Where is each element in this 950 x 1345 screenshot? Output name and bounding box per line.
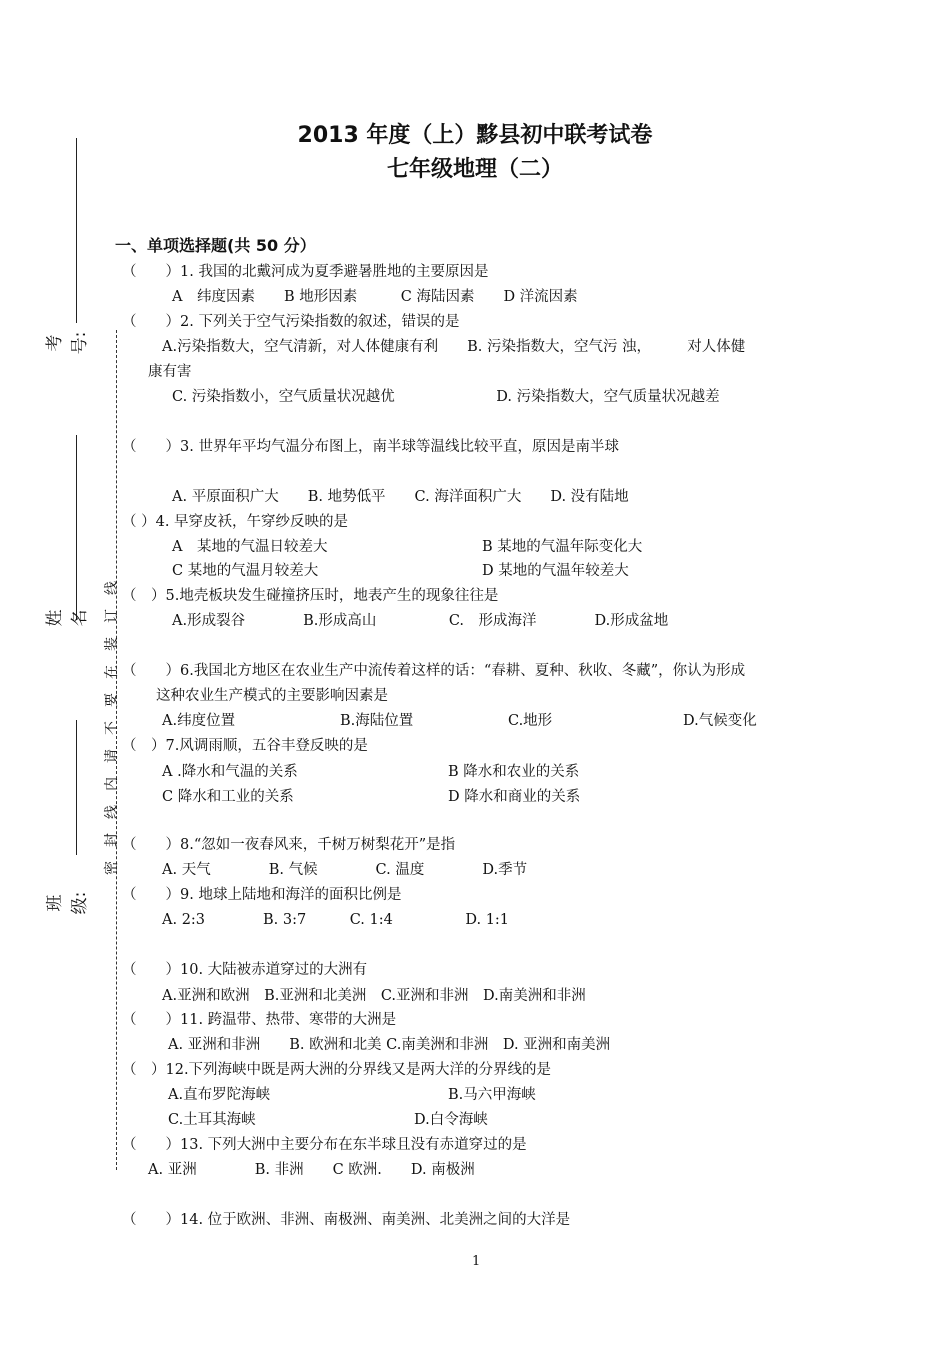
option-7b: B 降水和农业的关系 <box>448 764 580 780</box>
option-4b: B 某地的气温年际变化大 <box>482 539 643 555</box>
question-4: （ ）4. 早穿皮袄，午穿纱反映的是 <box>122 514 349 530</box>
seal-char: 线 <box>104 805 120 819</box>
banji-label: 班级: <box>45 891 90 915</box>
seal-char: 在 <box>104 665 120 679</box>
banji-underline <box>76 720 77 855</box>
question-9: （ ）9. 地球上陆地和海洋的面积比例是 <box>122 887 402 903</box>
section-heading: 一、单项选择题(共 50 分） <box>115 236 316 255</box>
question-10: （ ）10. 大陆被赤道穿过的大洲有 <box>122 962 368 978</box>
question-8: （ ）8.“忽如一夜春风来，千树万树梨花开”是指 <box>122 837 456 853</box>
seal-char: 要 <box>104 693 120 707</box>
options-1: A 纬度因素 B 地形因素 C 海陆因素 D 洋流因素 <box>172 289 578 305</box>
question-7: （ ）7.风调雨顺，五谷丰登反映的是 <box>122 738 368 754</box>
seal-char: 订 <box>104 609 120 623</box>
question-3: （ ）3. 世界年平均气温分布图上，南半球等温线比较平直，原因是南半球 <box>122 439 619 455</box>
option-12c: C.土耳其海峡 <box>168 1112 256 1128</box>
option-6a: A.纬度位置 <box>162 713 236 729</box>
option-6d: D.气候变化 <box>683 713 757 729</box>
seal-char: 密 <box>104 861 120 875</box>
option-7d: D 降水和商业的关系 <box>448 789 581 805</box>
question-14: （ ）14. 位于欧洲、非洲、南极洲、南美洲、北美洲之间的大洋是 <box>122 1212 571 1228</box>
option-4c: C 某地的气温月较差大 <box>172 563 319 579</box>
question-2: （ ）2. 下列关于空气污染指数的叙述，错误的是 <box>122 314 460 330</box>
options-13: A. 亚洲 B. 非洲 C 欧洲. D. 南极洲 <box>148 1162 475 1178</box>
options-11: A. 亚洲和非洲 B. 欧洲和北美 C.南美洲和非洲 D. 亚洲和南美洲 <box>168 1037 611 1053</box>
kaohao-label: 考号: <box>45 331 90 355</box>
option-4a: A 某地的气温日较差大 <box>172 539 328 555</box>
options-3: A. 平原面积广大 B. 地势低平 C. 海洋面积广大 D. 没有陆地 <box>172 489 629 505</box>
option-12d: D.白令海峡 <box>414 1112 488 1128</box>
options-2-line1: A.污染指数大，空气清新，对人体健康有利 B. 污染指数大，空气污 浊， 对人体健 <box>162 339 746 355</box>
seal-char: 线 <box>104 581 120 595</box>
question-11: （ ）11. 跨温带、热带、寒带的大洲是 <box>122 1012 397 1028</box>
options-5: A.形成裂谷 B.形成高山 C. 形成海洋 D.形成盆地 <box>172 613 669 629</box>
option-7c: C 降水和工业的关系 <box>162 789 294 805</box>
option-4d: D 某地的气温年较差大 <box>482 563 629 579</box>
option-12a: A.直布罗陀海峡 <box>168 1087 271 1103</box>
option-7a: A .降水和气温的关系 <box>162 764 298 780</box>
seal-char: 内 <box>104 777 120 791</box>
xingming-underline <box>76 435 77 620</box>
option-6c: C.地形 <box>508 713 553 729</box>
question-6: （ ）6.我国北方地区在农业生产中流传着这样的话：“春耕、夏种、秋收、冬藏”，你认为形成 <box>122 663 746 679</box>
options-9: A. 2:3 B. 3:7 C. 1:4 D. 1:1 <box>162 912 510 928</box>
options-2-line2: 康有害 <box>148 364 192 380</box>
options-8: A. 天气 B. 气候 C. 温度 D.季节 <box>162 862 528 878</box>
question-1: （ ）1. 我国的北戴河成为夏季避暑胜地的主要原因是 <box>122 264 489 280</box>
seal-char: 请 <box>104 749 120 763</box>
seal-char: 装 <box>104 637 120 651</box>
option-12b: B.马六甲海峡 <box>448 1087 536 1103</box>
question-5: （ ）5.地壳板块发生碰撞挤压时，地表产生的现象往往是 <box>122 588 499 604</box>
options-2-line3: C. 污染指数小，空气质量状况越优 D. 污染指数大，空气质量状况越差 <box>172 389 720 405</box>
seal-char: 不 <box>104 721 120 735</box>
question-12: （ ）12.下列海峡中既是两大洲的分界线又是两大洋的分界线的是 <box>122 1062 552 1078</box>
page-subtitle: 七年级地理（二） <box>386 157 563 182</box>
question-6-line2: 这种农业生产模式的主要影响因素是 <box>156 688 388 704</box>
xingming-label: 姓名 <box>45 609 90 627</box>
page-title: 2013 年度（上）黟县初中联考试卷 <box>297 123 653 148</box>
question-13: （ ）13. 下列大洲中主要分布在东半球且没有赤道穿过的是 <box>122 1137 527 1153</box>
kaohao-underline <box>76 138 77 323</box>
page-number: 1 <box>472 1254 481 1269</box>
option-6b: B.海陆位置 <box>340 713 414 729</box>
seal-char: 封 <box>104 833 120 847</box>
options-10: A.亚洲和欧洲 B.亚洲和北美洲 C.亚洲和非洲 D.南美洲和非洲 <box>162 988 586 1004</box>
